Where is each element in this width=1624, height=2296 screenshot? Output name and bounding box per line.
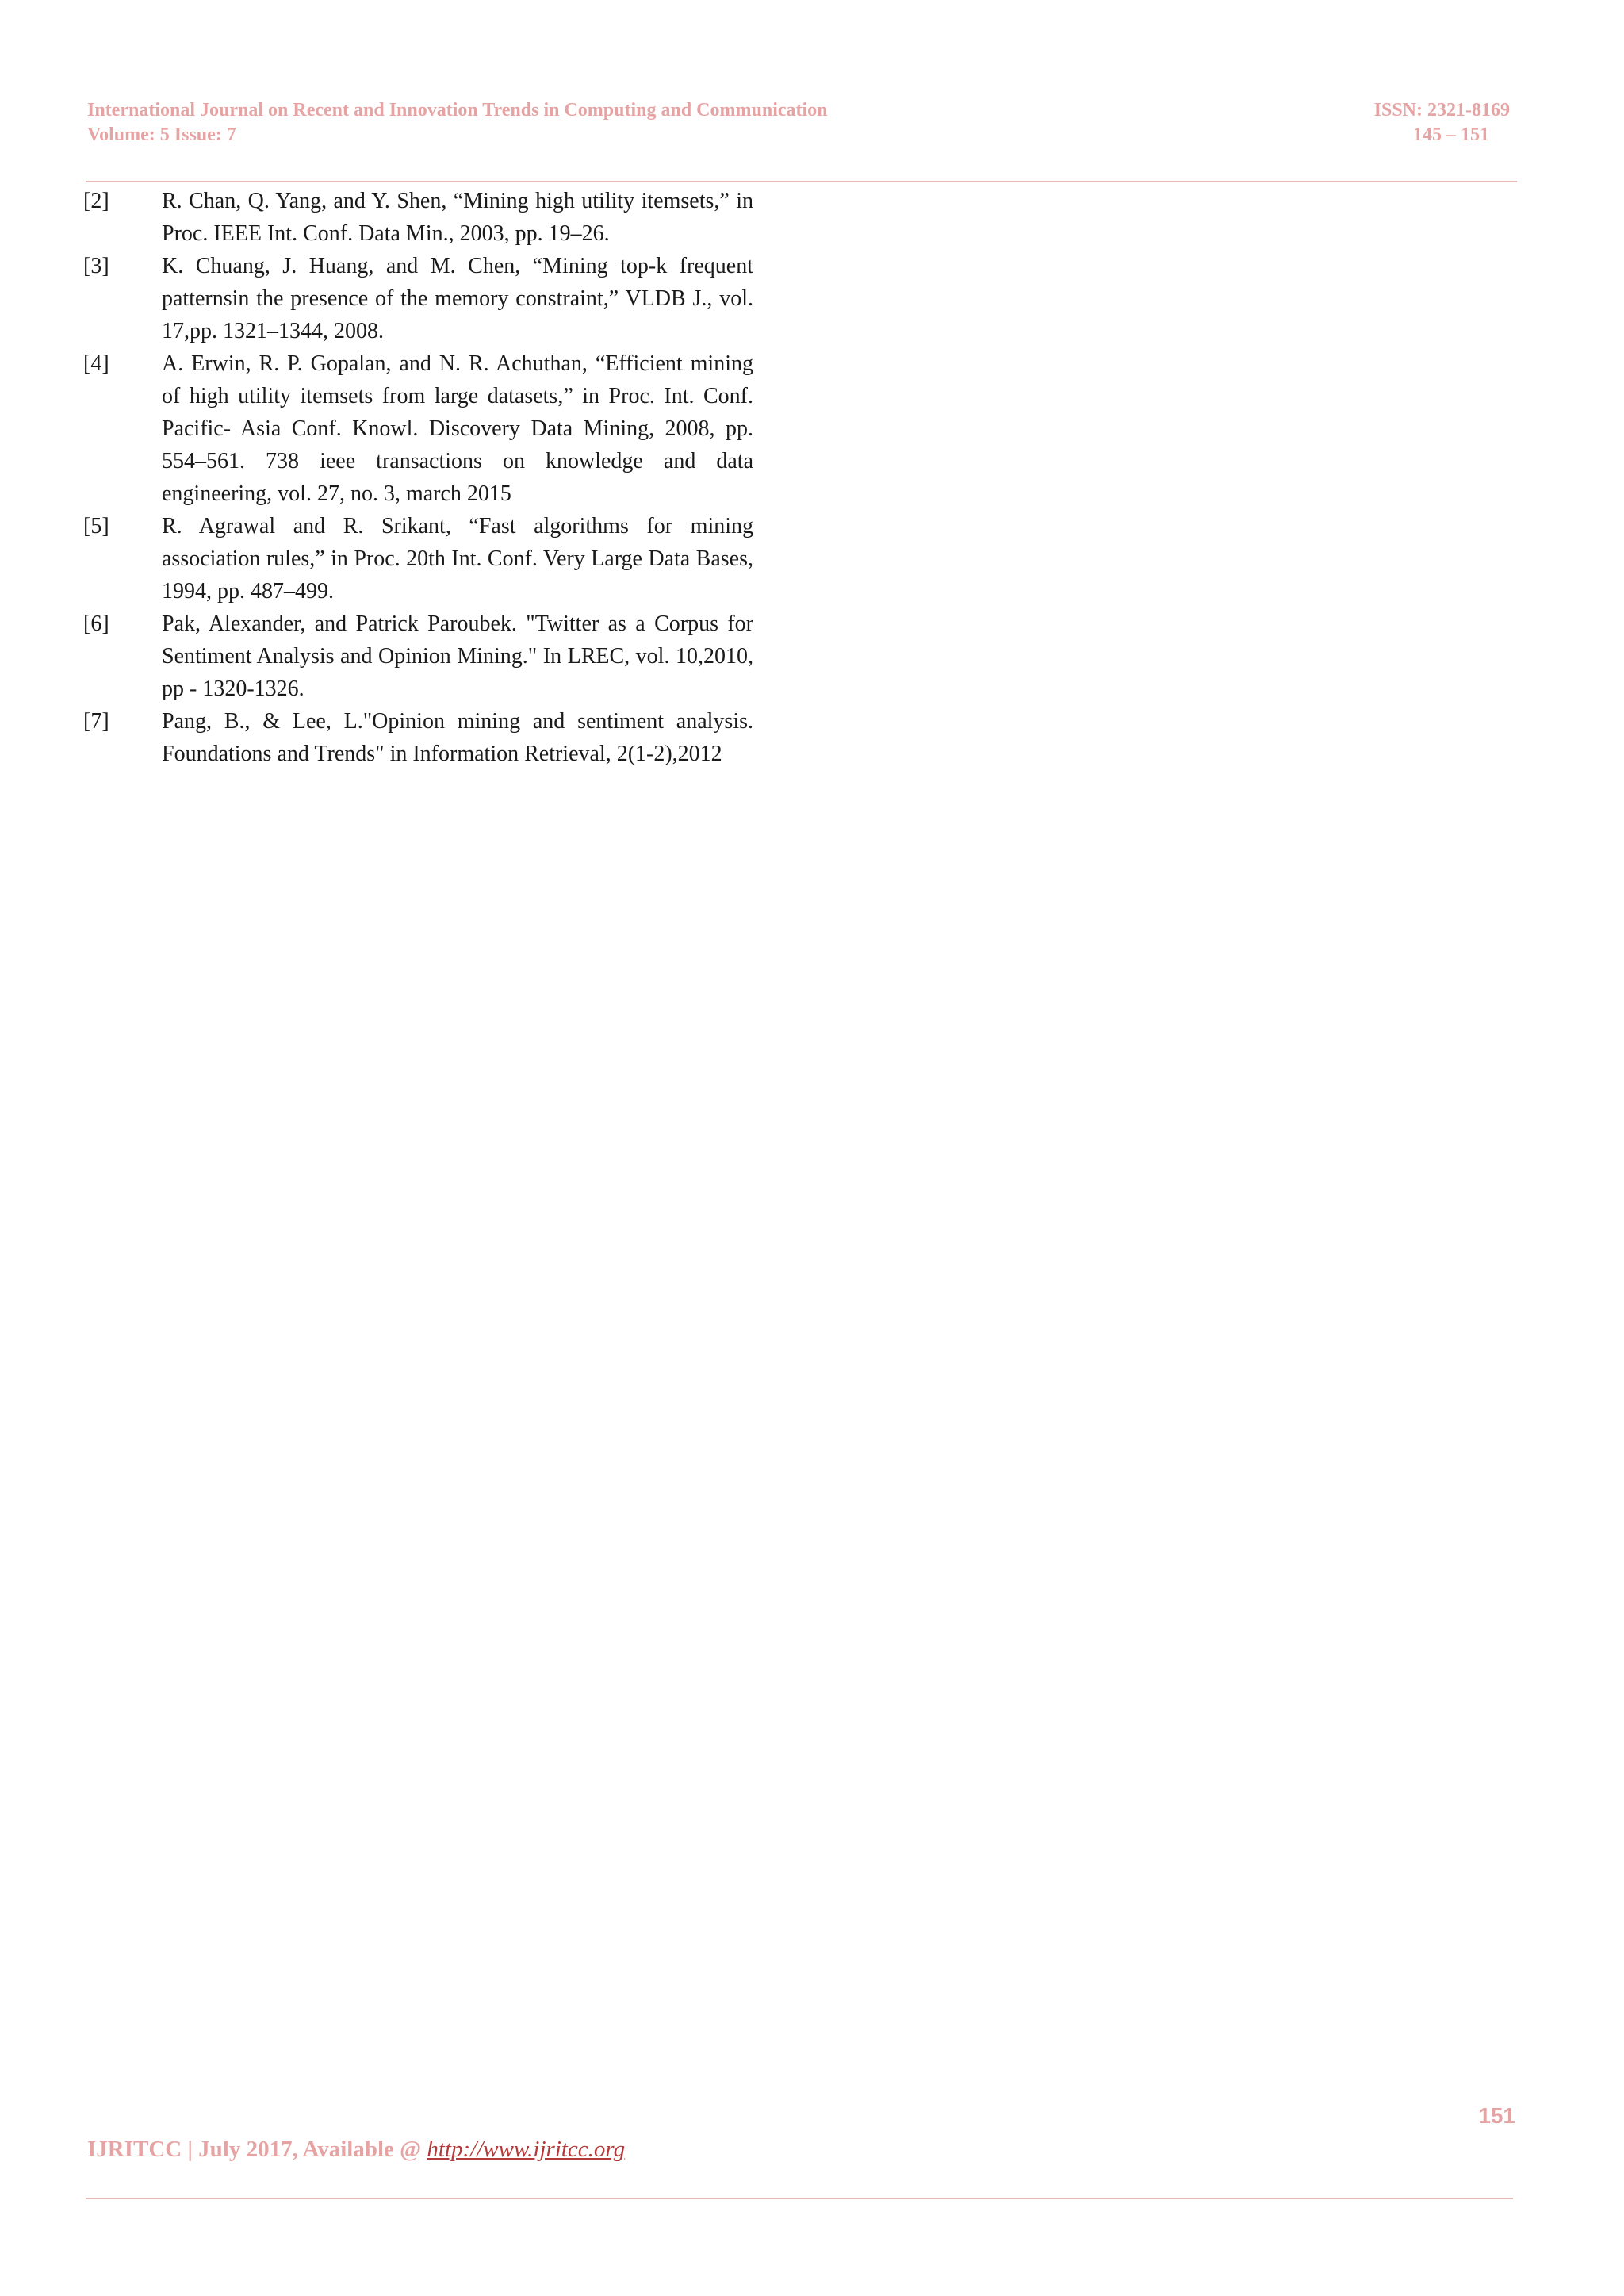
reference-number: [7]: [83, 709, 109, 734]
reference-text: Pang, B., & Lee, L."Opinion mining and sentiment analysis. Foundations and Trends" in Information Retrieval, 2(1-2),2012: [162, 709, 753, 766]
footer: [87, 2137, 625, 2163]
journal-volume: Volume: 5 Issue: 7: [87, 125, 236, 145]
page-range: 145 – 151: [1413, 125, 1489, 145]
reference-number: [6]: [83, 611, 109, 636]
reference-item: [83, 510, 753, 608]
reference-item: [83, 250, 753, 347]
reference-text: R. Agrawal and R. Srikant, “Fast algorithms for mining association rules,” in Proc. 20th Int. Conf. Very Large Data Bases, 1994, pp. 487–499.: [162, 514, 753, 604]
reference-item: [83, 705, 753, 770]
page-number: 151: [1478, 2103, 1515, 2128]
reference-number: [5]: [83, 514, 109, 539]
reference-text: A. Erwin, R. P. Gopalan, and N. R. Achuthan, “Efficient mining of high utility itemsets from large datasets,” in Proc. Int. Conf. Pacific- Asia Conf. Knowl. Discovery Data Mining, 2008, pp. 554–561. 738 ieee transactions on knowledge and data engineering, vol. 27, no. 3, march 2015: [162, 351, 753, 506]
reference-number: [2]: [83, 189, 109, 213]
reference-text: Pak, Alexander, and Patrick Paroubek. "Twitter as a Corpus for Sentiment Analysis and Opinion Mining." In LREC, vol. 10,2010, pp - 1320-1326.: [162, 611, 753, 701]
header-divider: [86, 181, 1517, 182]
issn-header: [1374, 98, 1510, 148]
footer-text: IJRITCC | July 2017, Available @: [87, 2137, 427, 2162]
reference-item: [83, 608, 753, 705]
issn-label: ISSN: 2321-8169: [1373, 100, 1510, 121]
reference-text: K. Chuang, J. Huang, and M. Chen, “Mining top-k frequent patternsin the presence of the memory constraint,” VLDB J., vol. 17,pp. 1321–1344, 2008.: [162, 254, 753, 343]
reference-text: R. Chan, Q. Yang, and Y. Shen, “Mining high utility itemsets,” in Proc. IEEE Int. Conf. Data Min., 2003, pp. 19–26.: [162, 189, 753, 246]
reference-item: [83, 347, 753, 510]
references-list: [83, 185, 753, 770]
reference-number: [3]: [83, 254, 109, 278]
reference-number: [4]: [83, 351, 109, 376]
journal-title: International Journal on Recent and Innovation Trends in Computing and Communication: [87, 100, 828, 121]
reference-item: [83, 185, 753, 250]
footer-link[interactable]: http://www.ijritcc.org: [427, 2137, 626, 2162]
journal-header: [87, 98, 828, 148]
footer-divider: [86, 2198, 1513, 2199]
